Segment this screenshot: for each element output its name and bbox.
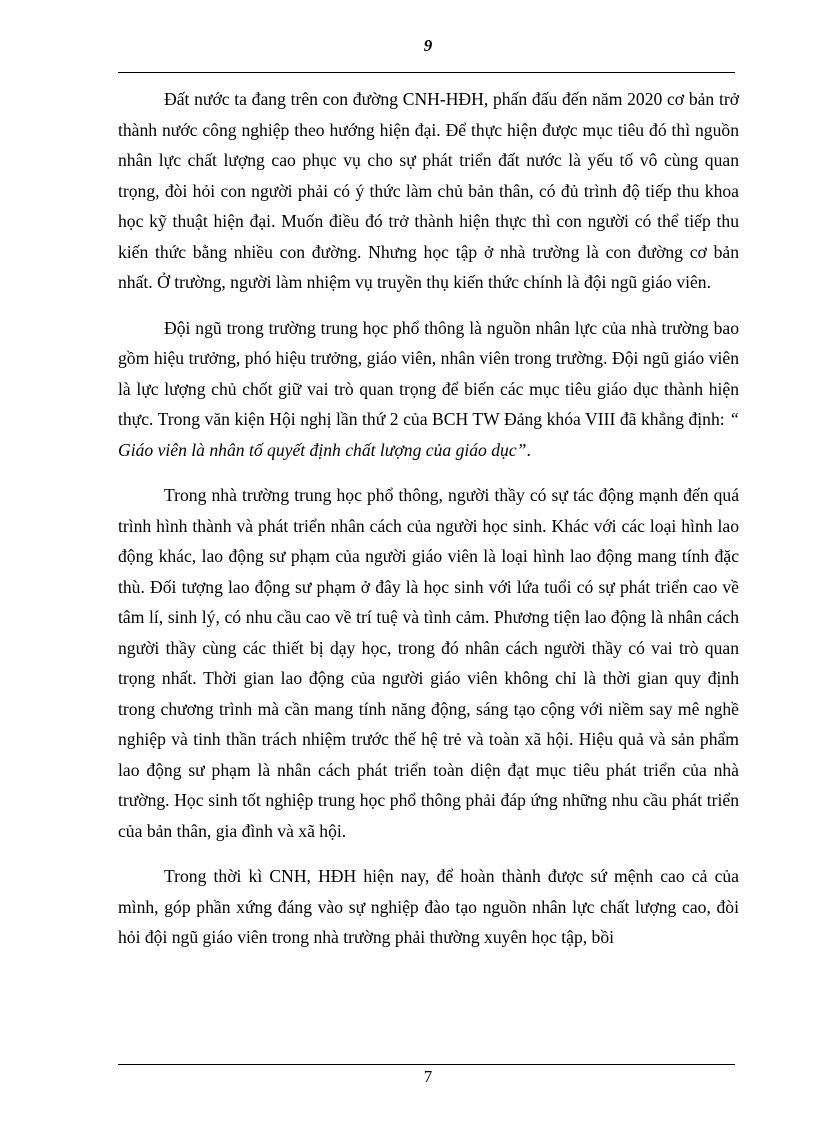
paragraph-1: [118, 84, 739, 298]
paragraph-1-text: Đất nước ta đang trên con đường CNH-HĐH, phấn đấu đến năm 2020 cơ bản trở thành nước công nghiệp theo hướng hiện đại. Để thực hiện được mục tiêu đó thì nguồn nhân lực chất lượng cao phục vụ cho sự phát triển đất nước là yếu tố vô cùng quan trọng, đòi hỏi con người phải có ý thức làm chủ bản thân, có đủ trình độ tiếp thu khoa học kỹ thuật hiện đại. Muốn điều đó trở thành hiện thực thì con người có thể tiếp thu kiến thức bằng nhiều con đường. Nhưng học tập ở nhà trường là con đường cơ bản nhất. Ở trường, người làm nhiệm vụ truyền thụ kiến thức chính là đội ngũ giáo viên.: [118, 89, 739, 292]
paragraph-3-text: Trong nhà trường trung học phổ thông, người thầy có sự tác động mạnh đến quá trình hình thành và phát triển nhân cách của người học sinh. Khác với các loại hình lao động khác, lao động sư phạm của người giáo viên là loại hình lao động mang tính đặc thù. Đối tượng lao động sư phạm ở đây là học sinh với lứa tuổi có sự phát triển cao về tâm lí, sinh lý, có nhu cầu cao về trí tuệ và tình cảm. Phương tiện lao động là nhân cách người thầy cùng các thiết bị dạy học, trong đó nhân cách người thầy có vai trò quan trọng nhất. Thời gian lao động của người giáo viên không chỉ là thời gian quy định trong chương trình mà cần mang tính năng động, sáng tạo cộng với niềm say mê nghề nghiệp và tinh thần trách nhiệm trước thế hệ trẻ và toàn xã hội. Hiệu quả và sản phẩm lao động sư phạm là nhân cách phát triển toàn diện đạt mục tiêu phát triển của nhà trường. Học sinh tốt nghiệp trung học phổ thông phải đáp ứng những nhu cầu phát triển của bản thân, gia đình và xã hội.: [118, 485, 739, 841]
paragraph-2-quote: “ Giáo viên là nhân tố quyết định chất lượng của giáo dục”: [118, 409, 739, 460]
header-divider: [118, 72, 735, 73]
paragraph-4-text: Trong thời kì CNH, HĐH hiện nay, để hoàn thành được sứ mệnh cao cả của mình, góp phần xứng đáng vào sự nghiệp đào tạo nguồn nhân lực chất lượng cao, đòi hỏi đội ngũ giáo viên trong nhà trường phải thường xuyên học tập, bồi: [118, 866, 739, 947]
paragraph-4: [118, 861, 739, 953]
footer-page-number: 7: [423, 1067, 433, 1086]
paragraph-3: [118, 480, 739, 846]
paragraph-2-tail: .: [526, 439, 531, 460]
footer-divider: [118, 1064, 735, 1065]
paragraph-2: [118, 313, 739, 466]
paragraph-2-text: Đội ngũ trong trường trung học phổ thông là nguồn nhân lực của nhà trường bao gồm hiệu trưởng, phó hiệu trưởng, giáo viên, nhân viên trong trường. Đội ngũ giáo viên là lực lượng chủ chốt giữ vai trò quan trọng để biến các mục tiêu giáo dục thành hiện thực. Trong văn kiện Hội nghị lần thứ 2 của BCH TW Đảng khóa VIII đã khẳng định:: [118, 317, 739, 429]
header-page-number: 9: [423, 36, 433, 55]
document-body: [118, 84, 739, 968]
